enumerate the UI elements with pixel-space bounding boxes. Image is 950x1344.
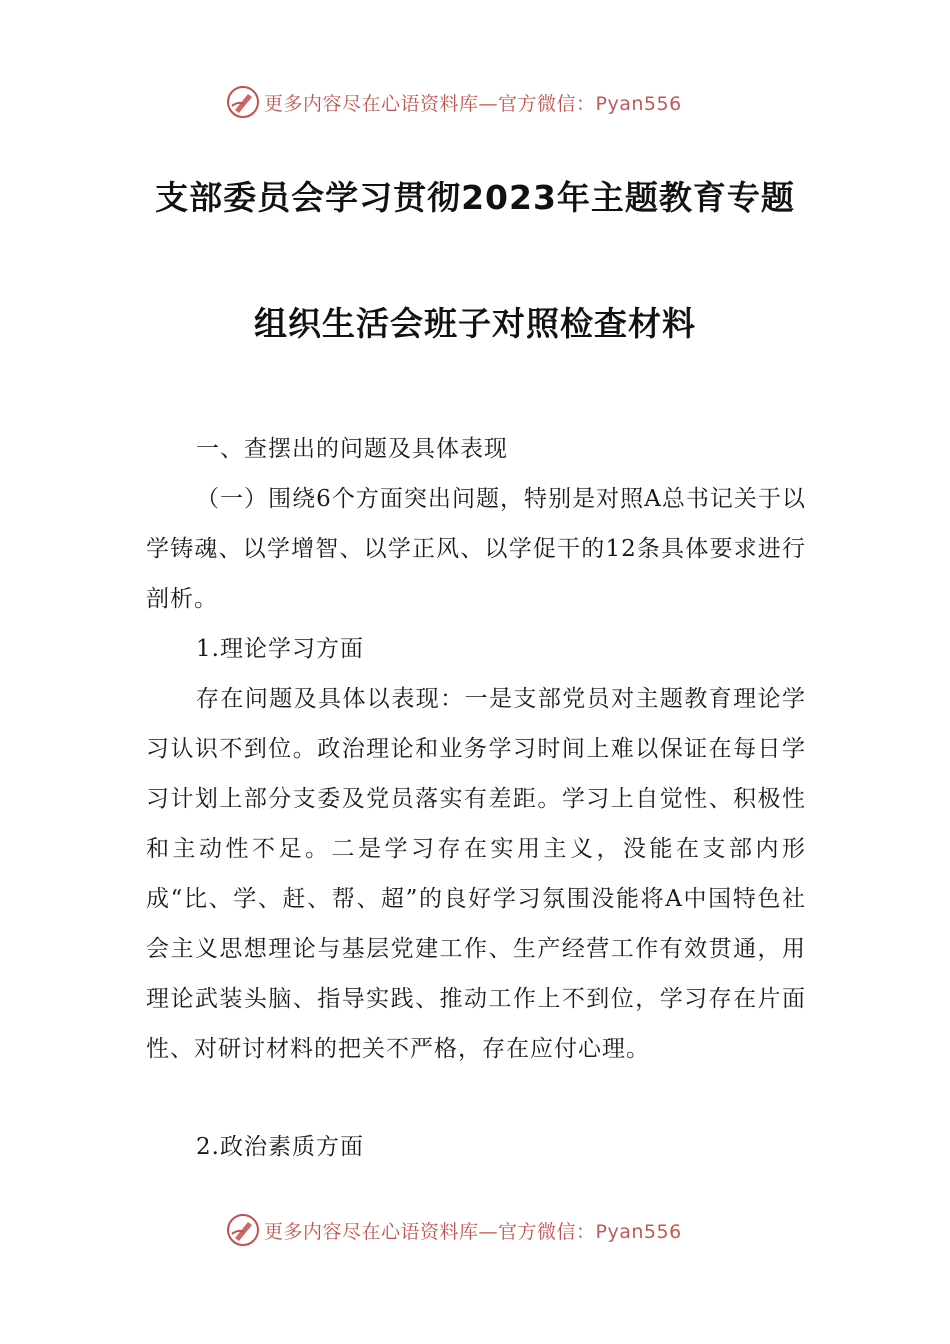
watermark-bottom (226, 1210, 726, 1250)
item1-paragraph: 存在问题及具体以表现：一是支部党员对主题教育理论学习认识不到位。政治理论和业务学习时间上难以保证在每日学习计划上部分支委及党员落实有差距。学习上自觉性、积极性和主动性不足。二是学习存在实用主义，没能在支部内形成“比、学、赶、帮、超”的良好学习氛围没能将A中国特色社会主义思想理论与基层党建工作、生产经营工作有效贯通，用理论武装头脑、指导实践、推动工作上不到位，学习存在片面性、对研讨材料的把关不严格，存在应付心理。 (146, 686, 806, 1062)
item1-heading: 1.理论学习方面 (196, 636, 364, 662)
document-title-line2: 组织生活会班子对照检查材料 (254, 304, 696, 343)
pen-logo-icon (226, 85, 260, 119)
document-title-line1: 支部委员会学习贯彻2023年主题教育专题 (155, 178, 795, 217)
watermark-text: 更多内容尽在心语资料库—官方微信：Pyan556 (264, 1220, 682, 1243)
pen-logo-icon (226, 1213, 260, 1247)
watermark-text: 更多内容尽在心语资料库—官方微信：Pyan556 (264, 92, 682, 115)
item2-heading: 2.政治素质方面 (196, 1134, 364, 1160)
watermark-top (226, 82, 726, 122)
subsection-paragraph: （一）围绕6个方面突出问题，特别是对照A总书记关于以学铸魂、以学增智、以学正风、以学促干的12条具体要求进行剖析。 (146, 486, 806, 612)
section-heading: 一、查摆出的问题及具体表现 (196, 436, 508, 462)
